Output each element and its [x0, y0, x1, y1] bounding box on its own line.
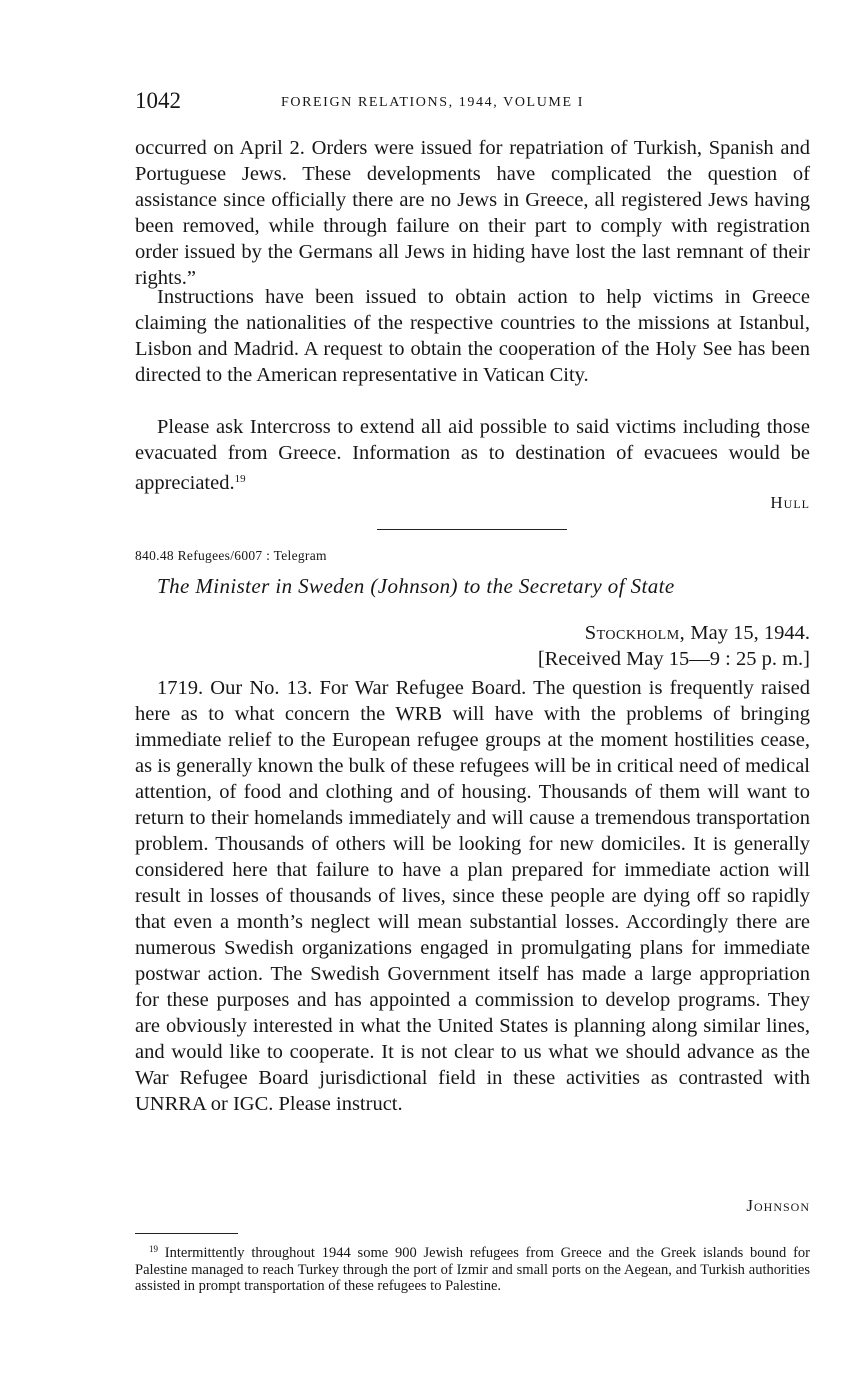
- running-header: [135, 88, 810, 118]
- page-number: 1042: [135, 88, 181, 113]
- footnote-divider: [135, 1233, 238, 1234]
- dateline: [538, 620, 810, 672]
- footnote-text: Intermittently throughout 1944 some 900 Jewish refugees from Greece and the Greek islands bound for Palestine managed to reach Turkey through the port of Izmir and small ports on the Aegean, and Turkish authorities assisted in prompt transportation of these refugees to Palestine.: [135, 1245, 810, 1294]
- please-ask-paragraph: [135, 414, 810, 496]
- footnote-number: 19: [149, 1244, 158, 1254]
- footnote: [135, 1241, 810, 1295]
- document-title: The Minister in Sweden (Johnson) to the Secretary of State: [157, 574, 675, 598]
- dateline-date: May 15, 1944.: [685, 622, 810, 644]
- footnote-reference: 19: [234, 473, 246, 485]
- dateline-place: Stockholm,: [584, 622, 686, 644]
- signature-hull: Hull: [770, 493, 810, 512]
- telegram-body: 1719. Our No. 13. For War Refugee Board. The question is frequently raised here as to what concern the WRB will have with the problems of bringing immediate relief to the European refugee groups at the moment hostilities cease, as is generally known the bulk of these refugees will be in critical need of medical attention, of food and clothing and of housing. Thousands of them will want to return to their homelands immediately and will cause a tremendous transportation problem. Thousands of others will be looking for new domiciles. It is generally considered here that failure to have a plan prepared for immediate action will result in losses of thousands of lives, since these people are dying off so rapidly that even a month’s neglect will mean substantial losses. Accordingly there are numerous Swedish organizations engaged in promulgating plans for immediate postwar action. The Swedish Government itself has made a large appropriation for these purposes and has appointed a commission to develop programs. They are obviously interested in what the United States is planning along similar lines, and would like to cooperate. It is not clear to us what we should advance as the War Refugee Board jurisdictional field in these activities as contrasted with UNRRA or IGC. Please instruct.: [135, 677, 810, 1115]
- instructions-paragraph: Instructions have been issued to obtain action to help victims in Greece claiming the nationalities of the respective countries to the missions at Istanbul, Lisbon and Madrid. A request to obtain the cooperation of the Holy See has been directed to the American representative in Vatican City.: [135, 286, 810, 386]
- signature-johnson: Johnson: [746, 1196, 810, 1215]
- dateline-place-date: [538, 620, 810, 646]
- continuation-paragraph: occurred on April 2. Orders were issued for repatriation of Turkish, Spanish and Portuguese Jews. These developments have complicated the question of assistance since officially there are no Jews in Greece, all registered Jews having been removed, while through failure on their part to comply with registration order issued by the Germans all Jews in hiding have lost the last remnant of their rights.”: [135, 137, 810, 289]
- received-line: [Received May 15—9 : 25 p. m.]: [537, 648, 810, 670]
- file-reference: 840.48 Refugees/6007 : Telegram: [135, 548, 327, 563]
- section-divider: [377, 529, 567, 530]
- running-title: FOREIGN RELATIONS, 1944, VOLUME I: [281, 95, 584, 110]
- please-ask-text: Please ask Intercross to extend all aid possible to said victims including those evacuated from Greece. Information as to destination of evacuees would be appreciated.: [135, 416, 810, 494]
